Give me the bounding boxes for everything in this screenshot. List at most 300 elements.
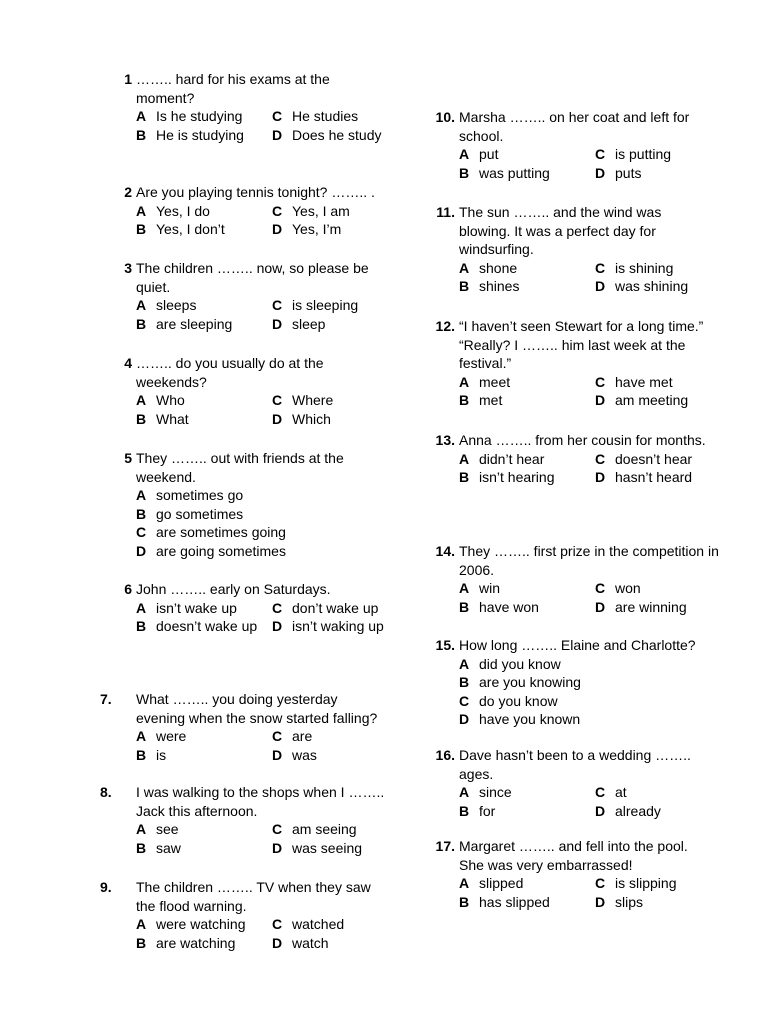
question-text: I was walking to the shops when I …….. Jack this afternoon.	[136, 784, 385, 819]
question-item	[100, 878, 408, 952]
answer-option[interactable]	[459, 579, 595, 598]
answer-option[interactable]	[459, 874, 595, 893]
answer-options	[108, 296, 408, 333]
answer-option[interactable]	[272, 202, 408, 221]
option-text: He is studying	[156, 126, 244, 143]
question-stem	[100, 690, 408, 727]
option-letter: B	[459, 164, 470, 181]
answer-option[interactable]	[272, 296, 408, 315]
option-text: Yes, I do	[156, 202, 210, 219]
answer-option[interactable]	[136, 391, 272, 410]
answer-option[interactable]	[459, 598, 595, 617]
question-number: 4	[124, 355, 132, 371]
option-letter: C	[595, 784, 606, 800]
answer-option[interactable]	[136, 915, 272, 934]
option-text: am meeting	[615, 392, 689, 408]
answer-option[interactable]	[459, 692, 731, 711]
question-stem	[100, 783, 408, 820]
answer-option[interactable]	[595, 450, 731, 469]
option-row	[136, 410, 408, 429]
question-stem	[108, 580, 408, 599]
option-row	[136, 486, 408, 505]
option-text: win	[479, 580, 501, 596]
question-item	[108, 354, 408, 428]
option-row	[459, 893, 731, 912]
answer-option[interactable]	[459, 259, 595, 278]
option-text: are watching	[156, 934, 236, 951]
answer-option[interactable]	[136, 542, 408, 561]
answer-options	[108, 202, 408, 239]
question-text: They …….. out with friends at the weekend.	[136, 450, 344, 485]
question-number: 15.	[435, 637, 455, 653]
option-letter: B	[459, 674, 470, 690]
answer-option[interactable]	[136, 820, 272, 839]
answer-option[interactable]	[459, 893, 595, 912]
question-item	[431, 837, 731, 911]
question-text: What …….. you doing yesterday evening when the snow started falling?	[136, 691, 378, 726]
answer-option[interactable]	[595, 893, 731, 912]
question-text: …….. hard for his exams at the moment?	[136, 71, 330, 106]
option-letter: B	[136, 315, 147, 332]
option-letter: B	[136, 618, 147, 634]
question-text: The sun …….. and the wind was blowing. It was a perfect day for windsurfing.	[459, 204, 662, 257]
option-text: sleep	[292, 315, 326, 332]
option-letter: B	[136, 410, 147, 427]
answer-option[interactable]	[272, 410, 408, 429]
answer-option[interactable]	[136, 220, 272, 239]
answer-option[interactable]	[459, 373, 595, 392]
option-row	[136, 727, 408, 746]
answer-option[interactable]	[272, 820, 408, 839]
question-item	[431, 636, 731, 729]
option-letter: B	[136, 126, 147, 143]
option-text: are sleeping	[156, 315, 233, 332]
question-number: 11.	[436, 204, 455, 220]
option-letter: A	[459, 373, 470, 390]
question-item	[431, 203, 731, 296]
answer-option[interactable]	[595, 802, 731, 821]
answer-option[interactable]	[595, 145, 731, 164]
question-text: Dave hasn’t been to a wedding …….. ages.	[459, 747, 691, 782]
option-row	[136, 617, 408, 636]
answer-option[interactable]	[272, 391, 408, 410]
question-stem	[431, 542, 731, 579]
option-text: puts	[615, 164, 642, 181]
question-number: 10.	[435, 109, 455, 125]
option-text: sleeps	[156, 297, 197, 313]
option-text: don’t wake up	[292, 599, 379, 616]
option-row	[459, 783, 731, 802]
question-item	[100, 783, 408, 857]
answer-option[interactable]	[136, 839, 272, 858]
answer-options	[108, 820, 408, 857]
answer-options	[108, 391, 408, 428]
option-row	[136, 220, 408, 239]
answer-option[interactable]	[595, 259, 731, 278]
option-letter: D	[595, 278, 606, 294]
option-letter: A	[136, 821, 147, 837]
option-text: saw	[156, 839, 181, 856]
option-letter: C	[459, 692, 470, 709]
answer-option[interactable]	[136, 126, 272, 145]
option-row	[459, 710, 731, 729]
option-text: shone	[479, 259, 518, 276]
option-row	[136, 820, 408, 839]
option-letter: D	[595, 598, 606, 615]
option-letter: C	[272, 916, 283, 932]
question-text: The children …….. TV when they saw the flood warning.	[136, 879, 371, 914]
answer-option[interactable]	[272, 746, 408, 765]
option-letter: B	[136, 934, 147, 951]
option-text: Who	[156, 392, 185, 408]
answer-options	[431, 450, 731, 487]
option-row	[459, 164, 731, 183]
answer-option[interactable]	[272, 126, 408, 145]
question-stem	[431, 203, 731, 259]
answer-option[interactable]	[136, 934, 272, 953]
option-letter: A	[459, 259, 470, 276]
option-text: are winning	[615, 598, 687, 615]
answer-option[interactable]	[595, 598, 731, 617]
answer-option[interactable]	[272, 934, 408, 953]
answer-option[interactable]	[272, 315, 408, 334]
answer-option[interactable]	[459, 145, 595, 164]
option-letter: C	[595, 450, 606, 467]
answer-option[interactable]	[272, 617, 408, 636]
option-letter: D	[136, 542, 147, 559]
question-stem	[431, 108, 731, 145]
option-text: doesn’t wake up	[156, 618, 258, 634]
question-number: 12.	[435, 318, 455, 334]
option-text: Yes, I am	[292, 202, 350, 219]
option-letter: B	[459, 392, 470, 408]
option-letter: A	[136, 108, 147, 124]
option-letter: C	[595, 259, 606, 276]
option-row	[136, 391, 408, 410]
option-text: since	[479, 784, 512, 800]
answer-option[interactable]	[459, 655, 731, 674]
answer-option[interactable]	[595, 468, 731, 487]
option-text: is	[156, 746, 167, 763]
answer-option[interactable]	[272, 220, 408, 239]
option-text: is shining	[615, 259, 674, 276]
question-item	[431, 542, 731, 616]
option-text: are you knowing	[479, 674, 581, 690]
question-text: …….. do you usually do at the weekends?	[136, 355, 324, 390]
answer-option[interactable]	[595, 373, 731, 392]
option-letter: C	[272, 108, 283, 124]
answer-option[interactable]	[459, 164, 595, 183]
option-text: slips	[615, 893, 644, 910]
option-text: met	[479, 392, 503, 408]
option-text: Does he study	[292, 126, 382, 143]
option-text: already	[615, 802, 661, 819]
option-text: was putting	[479, 164, 550, 181]
option-row	[459, 874, 731, 893]
option-text: have you known	[479, 711, 581, 727]
question-stem	[431, 837, 731, 874]
answer-option[interactable]	[272, 107, 408, 126]
option-text: watched	[292, 916, 345, 932]
option-letter: D	[595, 893, 606, 910]
option-row	[136, 542, 408, 561]
option-text: go sometimes	[156, 505, 244, 522]
option-text: was	[292, 746, 317, 763]
answer-option[interactable]	[595, 783, 731, 802]
question-item	[431, 317, 731, 410]
option-letter: C	[595, 580, 606, 596]
option-row	[459, 373, 731, 392]
option-row	[459, 259, 731, 278]
question-item	[108, 70, 408, 144]
option-text: is putting	[615, 146, 672, 162]
option-letter: A	[136, 728, 147, 744]
option-text: do you know	[479, 692, 558, 709]
question-number: 13.	[435, 432, 455, 448]
question-stem	[431, 431, 731, 450]
answer-option[interactable]	[272, 599, 408, 618]
option-row	[136, 107, 408, 126]
answer-option[interactable]	[136, 315, 272, 334]
question-number: 5	[124, 450, 132, 466]
option-text: sometimes go	[156, 487, 244, 503]
option-letter: A	[459, 784, 470, 800]
question-item	[108, 580, 408, 636]
option-text: have won	[479, 598, 539, 615]
option-text: isn’t wake up	[156, 599, 237, 616]
question-number: 8.	[100, 784, 112, 800]
answer-option[interactable]	[136, 505, 408, 524]
question-item	[108, 449, 408, 560]
answer-options	[108, 915, 408, 952]
option-text: for	[479, 802, 496, 819]
question-number: 2	[124, 184, 132, 200]
answer-option[interactable]	[595, 164, 731, 183]
option-text: didn’t hear	[479, 450, 545, 467]
option-text: did you know	[479, 655, 561, 672]
question-number: 3	[124, 260, 132, 276]
answer-option[interactable]	[459, 468, 595, 487]
option-row	[459, 802, 731, 821]
option-row	[459, 468, 731, 487]
option-text: has slipped	[479, 893, 550, 910]
question-stem	[108, 183, 408, 202]
option-text: isn’t hearing	[479, 469, 555, 485]
question-text: John …….. early on Saturdays.	[136, 581, 331, 597]
option-letter: A	[459, 146, 470, 162]
option-row	[136, 915, 408, 934]
option-letter: D	[272, 934, 283, 951]
answer-options	[108, 486, 408, 560]
option-letter: C	[272, 599, 283, 616]
option-letter: B	[136, 839, 147, 856]
answer-option[interactable]	[136, 617, 272, 636]
option-letter: A	[136, 202, 147, 219]
option-letter: B	[459, 469, 470, 485]
option-text: Yes, I’m	[292, 221, 342, 237]
option-row	[136, 523, 408, 542]
option-letter: D	[272, 746, 283, 763]
question-number: 17.	[435, 838, 455, 854]
option-text: are sometimes going	[156, 524, 286, 540]
option-row	[136, 296, 408, 315]
option-row	[136, 839, 408, 858]
question-stem	[108, 354, 408, 391]
answer-option[interactable]	[595, 277, 731, 296]
option-row	[459, 145, 731, 164]
answer-option[interactable]	[136, 107, 272, 126]
question-text: Anna …….. from her cousin for months.	[459, 432, 706, 448]
option-letter: D	[459, 711, 470, 727]
option-letter: C	[272, 728, 283, 744]
option-letter: A	[459, 655, 470, 672]
question-text: The children …….. now, so please be quiet.	[136, 260, 369, 295]
answer-options	[431, 783, 731, 820]
option-letter: D	[595, 164, 606, 181]
answer-options	[431, 874, 731, 911]
answer-option[interactable]	[595, 579, 731, 598]
option-letter: C	[595, 373, 606, 390]
option-letter: C	[136, 524, 147, 540]
answer-option[interactable]	[459, 391, 595, 410]
option-text: doesn’t hear	[615, 450, 693, 467]
question-stem	[431, 746, 731, 783]
option-text: are going sometimes	[156, 542, 286, 559]
question-text: They …….. first prize in the competition in 2006.	[459, 543, 719, 578]
option-text: won	[615, 580, 641, 596]
question-stem	[108, 259, 408, 296]
option-letter: A	[136, 487, 147, 503]
question-number: 6	[124, 581, 132, 597]
option-text: were watching	[156, 916, 246, 932]
option-text: What	[156, 410, 189, 427]
option-letter: A	[136, 599, 147, 616]
option-letter: A	[459, 875, 470, 891]
answer-option[interactable]	[595, 391, 731, 410]
option-letter: D	[272, 221, 283, 237]
option-text: am seeing	[292, 821, 357, 837]
option-text: put	[479, 146, 499, 162]
question-item	[108, 259, 408, 333]
question-number: 1	[124, 71, 132, 87]
question-number: 16.	[435, 747, 455, 763]
answer-option[interactable]	[136, 599, 272, 618]
answer-option[interactable]	[136, 202, 272, 221]
option-text: were	[156, 728, 187, 744]
option-row	[136, 934, 408, 953]
answer-option[interactable]	[272, 727, 408, 746]
option-letter: D	[595, 469, 606, 485]
answer-option[interactable]	[136, 410, 272, 429]
question-item	[431, 108, 731, 182]
option-letter: D	[272, 126, 283, 143]
option-text: is slipping	[615, 875, 677, 891]
answer-option[interactable]	[136, 523, 408, 542]
question-stem	[431, 317, 731, 373]
answer-option[interactable]	[136, 296, 272, 315]
answer-option[interactable]	[459, 673, 731, 692]
question-text: Margaret …….. and fell into the pool. She was very embarrassed!	[459, 838, 688, 873]
answer-options	[108, 107, 408, 144]
option-row	[136, 315, 408, 334]
option-text: was shining	[615, 278, 689, 294]
option-letter: C	[595, 875, 606, 891]
answer-option[interactable]	[272, 839, 408, 858]
question-text: Marsha …….. on her coat and left for school.	[459, 109, 690, 144]
option-row	[136, 746, 408, 765]
option-row	[459, 277, 731, 296]
option-letter: D	[595, 392, 606, 408]
question-stem	[108, 70, 408, 107]
question-stem	[100, 878, 408, 915]
option-text: hasn’t heard	[615, 469, 693, 485]
option-letter: A	[136, 916, 147, 932]
option-row	[459, 391, 731, 410]
option-row	[459, 655, 731, 674]
option-letter: C	[595, 146, 606, 162]
answer-options	[108, 599, 408, 636]
answer-option[interactable]	[459, 783, 595, 802]
answer-option[interactable]	[459, 277, 595, 296]
option-letter: A	[459, 580, 470, 596]
question-stem	[431, 636, 731, 655]
option-letter: B	[136, 746, 147, 763]
question-stem	[108, 449, 408, 486]
option-text: slipped	[479, 875, 524, 891]
answer-option[interactable]	[272, 915, 408, 934]
option-text: Where	[292, 392, 334, 408]
answer-option[interactable]	[136, 746, 272, 765]
answer-options	[108, 727, 408, 764]
option-row	[136, 599, 408, 618]
answer-options	[431, 373, 731, 410]
option-text: have met	[615, 373, 673, 390]
option-letter: D	[272, 839, 283, 856]
option-letter: C	[272, 821, 283, 837]
option-text: is sleeping	[292, 297, 359, 313]
option-text: Which	[292, 410, 331, 427]
option-text: see	[156, 821, 179, 837]
option-row	[459, 450, 731, 469]
answer-options	[431, 259, 731, 296]
option-letter: B	[459, 893, 470, 910]
option-letter: D	[272, 315, 283, 332]
question-item	[100, 690, 408, 764]
answer-option[interactable]	[459, 450, 595, 469]
option-letter: B	[459, 802, 470, 819]
answer-option[interactable]	[136, 486, 408, 505]
option-letter: B	[136, 221, 147, 237]
answer-option[interactable]	[459, 710, 731, 729]
option-row	[459, 692, 731, 711]
answer-option[interactable]	[136, 727, 272, 746]
question-item	[431, 431, 731, 487]
question-number: 9.	[100, 879, 112, 895]
answer-option[interactable]	[459, 802, 595, 821]
option-letter: A	[136, 392, 147, 408]
option-text: isn’t waking up	[292, 618, 384, 634]
option-text: watch	[292, 934, 329, 951]
question-text: Are you playing tennis tonight? …….. .	[136, 184, 375, 200]
option-letter: B	[459, 598, 470, 615]
option-row	[136, 126, 408, 145]
option-letter: A	[136, 297, 147, 313]
answer-options	[431, 655, 731, 729]
option-letter: B	[459, 278, 470, 294]
option-letter: C	[272, 297, 283, 313]
answer-option[interactable]	[595, 874, 731, 893]
question-item	[431, 746, 731, 820]
